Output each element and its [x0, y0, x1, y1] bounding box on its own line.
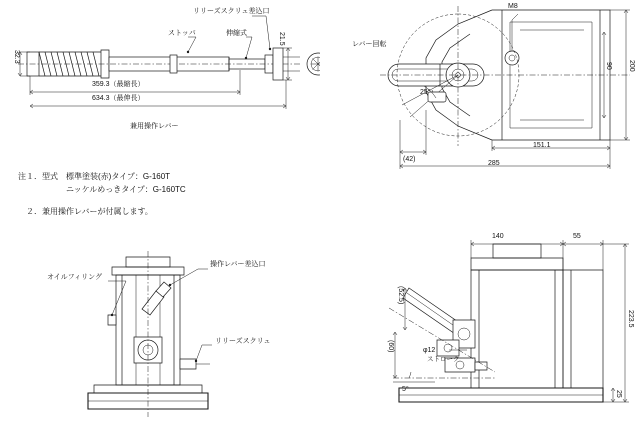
note-line-1: 注１．型式 標準塗装(赤)タイプ：G-160T — [18, 172, 171, 181]
label-lever-socket: 操作レバー差込口 — [210, 261, 266, 268]
dim-200: 200 — [628, 60, 635, 72]
bottom-right-side-view — [375, 222, 644, 423]
side-drawing — [375, 222, 644, 423]
dim-60: (60) — [387, 340, 394, 353]
bottom-left-front-view — [30, 245, 330, 423]
notes-block — [18, 170, 186, 218]
dim-634-3: 634.3（最伸長） — [92, 95, 145, 102]
dim-5deg: 5° — [402, 386, 409, 393]
dim-m8: M8 — [508, 3, 518, 10]
label-telescopic: 伸縮式 — [226, 30, 247, 37]
dim-285: 285 — [488, 160, 500, 167]
dim-52-5: (52.5) — [397, 286, 404, 305]
dim-42: (42) — [403, 156, 416, 163]
dim-359-3: 359.3（最縮長） — [92, 81, 145, 88]
dim-90: 90 — [605, 62, 612, 70]
front-drawing — [30, 245, 330, 423]
dim-223-5: 223.5 — [627, 310, 634, 328]
plan-drawing — [340, 0, 644, 185]
dim-32-3: 32.3 — [13, 50, 20, 64]
dim-stroke: ストローク — [427, 356, 460, 363]
label-release-screw: リリーズスクリュ — [215, 338, 271, 345]
note-line-3: ２．兼用操作レバーが付属します。 — [18, 207, 153, 216]
label-oil-filling: オイルフィリング — [47, 274, 102, 281]
caption-combined-lever: 兼用操作レバー — [130, 123, 179, 130]
note-line-2: ニッケルめっきタイプ：G-160TC — [18, 185, 186, 194]
top-left-lever-view — [0, 0, 320, 135]
dim-25deg: 25° — [420, 89, 431, 96]
top-right-plan-view — [340, 0, 644, 185]
label-release-screw-socket: リリーズスクリュ差込口 — [193, 8, 270, 15]
label-lever-rotation: レバー回転 — [352, 41, 387, 48]
dim-phi12: φ12 — [423, 347, 436, 354]
lever-drawing — [0, 0, 320, 135]
dim-21-5: 21.5 — [278, 32, 285, 46]
dim-151-1: 151.1 — [533, 142, 551, 149]
dim-55: 55 — [573, 233, 581, 240]
dim-140: 140 — [492, 233, 504, 240]
label-stopper: ストッパ — [168, 30, 196, 37]
dim-25: 25 — [615, 390, 622, 398]
